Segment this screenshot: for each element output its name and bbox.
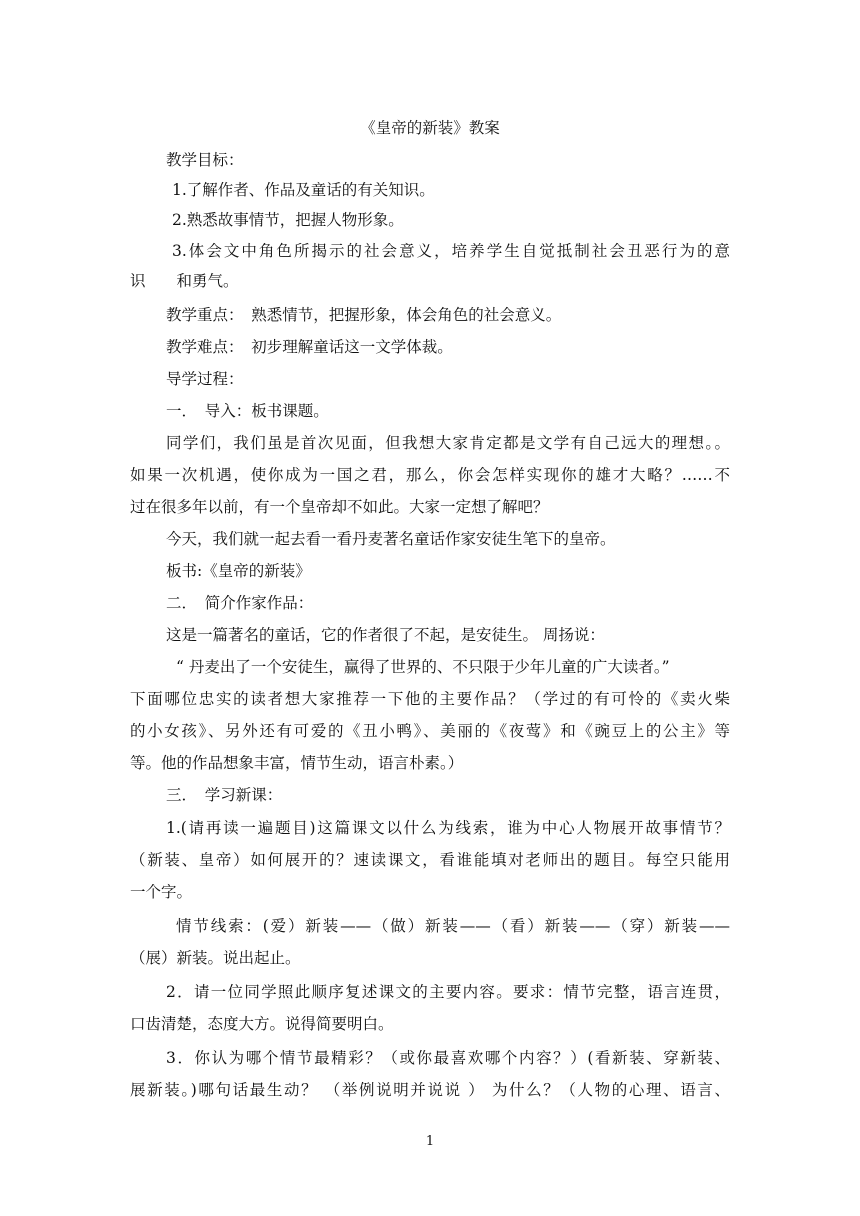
difficulties: 教学难点： 初步理解童话这一文学体裁。 xyxy=(166,338,453,356)
task-1-line-1: 1.(请再读一遍题目)这篇课文以什么为线索，谁为中心人物展开故事情节？ xyxy=(166,819,730,837)
intro-para-line-3: 过在很多年以前，有一个皇帝却不如此。大家一定想了解吧？ xyxy=(130,498,549,516)
task-1-line-2: （新装、皇帝）如何展开的？速读课文，看谁能填对老师出的题目。每空只能用 xyxy=(130,851,730,869)
page-number: 1 xyxy=(425,1134,435,1149)
document-title: 《皇帝的新装》教案 xyxy=(360,119,500,137)
objective-3-cont: 识 和勇气。 xyxy=(130,272,239,290)
objectives-heading: 教学目标： xyxy=(166,151,244,169)
plot-line-2: （展）新装。说出起止。 xyxy=(130,949,301,967)
key-points: 教学重点： 熟悉情节，把握形象，体会角色的社会意义。 xyxy=(166,306,562,324)
task-1-line-3: 一个字。 xyxy=(130,883,193,901)
works-line-2: 的小女孩》、另外还有可爱的《丑小鸭》、美丽的《夜莺》和《豌豆上的公主》等 xyxy=(130,722,730,740)
section-2-heading: 二． 简介作家作品： xyxy=(166,594,314,612)
task-3-line-1: 3．你认为哪个情节最精彩？（或你最喜欢哪个内容？）(看新装、穿新装、 xyxy=(166,1049,730,1067)
intro-para-line-1: 同学们，我们虽是首次见面，但我想大家肯定都是文学有自己远大的理想。。 xyxy=(166,434,730,452)
author-intro: 这是一篇著名的童话，它的作者很了不起，是安徒生。 周扬说： xyxy=(166,626,605,644)
quote-line: “ 丹麦出了一个安徒生，赢得了世界的、不只限于少年儿童的广大读者。” xyxy=(176,658,670,676)
works-line-1: 下面哪位忠实的读者想大家推荐一下他的主要作品？（学过的有可怜的《卖火柴 xyxy=(130,690,730,708)
works-line-3: 等。他的作品想象丰富，情节生动，语言朴素。） xyxy=(130,754,464,772)
objective-1: 1.了解作者、作品及童话的有关知识。 xyxy=(172,181,435,199)
task-3-line-2: 展新装。)哪句话最生动？ （举例说明并说说 ） 为什么？（人物的心理、语言、 xyxy=(130,1081,730,1099)
task-2-line-2: 口齿清楚，态度大方。说得简要明白。 xyxy=(130,1015,394,1033)
objective-2: 2.熟悉故事情节，把握人物形象。 xyxy=(172,211,404,229)
intro-para-line-2: 如果一次机遇，使你成为一国之君，那么，你会怎样实现你的雄才大略？……不 xyxy=(130,466,730,484)
section-1-heading: 一． 导入：板书课题。 xyxy=(166,402,329,420)
section-3-heading: 三． 学习新课： xyxy=(166,786,283,804)
today-line: 今天，我们就一起去看一看丹麦著名童话作家安徒生笔下的皇帝。 xyxy=(166,530,616,548)
task-2-line-1: 2．请一位同学照此顺序复述课文的主要内容。要求：情节完整，语言连贯， xyxy=(166,983,730,1001)
board-title: 板书:《皇帝的新装》 xyxy=(166,562,311,580)
plot-line-1: 情节线索：(爱）新装——（做）新装——（看）新装——（穿）新装—— xyxy=(176,917,730,935)
process-heading: 导学过程： xyxy=(166,370,244,388)
objective-3: 3.体会文中角色所揭示的社会意义，培养学生自觉抵制社会丑恶行为的意 xyxy=(172,242,730,260)
